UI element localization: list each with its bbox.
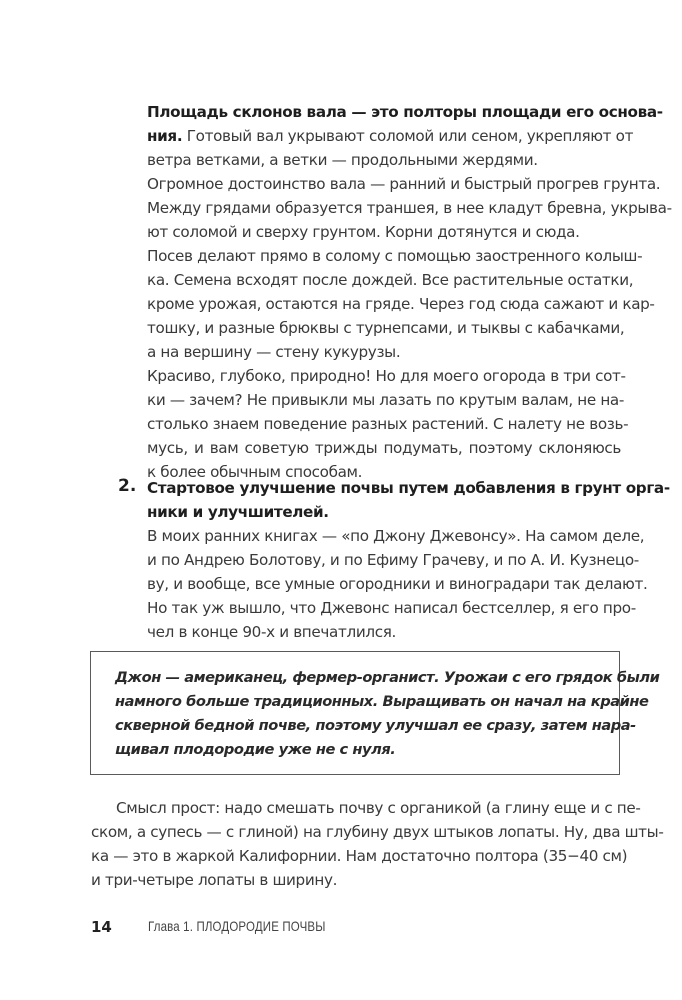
paragraph-line: мусь, и вам советую трижды подумать, поэтому склоняюсь xyxy=(147,439,621,457)
paragraph-line: Красиво, глубоко, природно! Но для моего огорода в три сот- xyxy=(147,367,626,385)
paragraph-line: чел в конце 90-х и впечатлился. xyxy=(147,623,396,641)
paragraph-line: Огромное достоинство вала — ранний и быстрый прогрев грунта. xyxy=(147,175,661,193)
paragraph-line: Смысл прост: надо смешать почву с органикой (а глину еще и с пе- xyxy=(116,799,641,817)
paragraph-line: тошку, и разные брюквы с турнепсами, и тыквы с кабачками, xyxy=(147,319,625,337)
list-heading-line: ники и улучшителей. xyxy=(147,503,329,521)
paragraph-line: ском, а супесь — с глиной) на глубину двух штыков лопаты. Ну, два шты- xyxy=(91,823,664,841)
paragraph-line: ка. Семена всходят после дождей. Все растительные остатки, xyxy=(147,271,634,289)
paragraph-line: и по Андрею Болотову, и по Ефиму Грачеву, и по А. И. Кузнецо- xyxy=(147,551,639,569)
callout-line: скверной бедной почве, поэтому улучшал ее сразу, затем нара- xyxy=(115,717,636,734)
paragraph-line: В моих ранних книгах — «по Джону Джевонсу». На самом деле, xyxy=(147,527,645,545)
callout-line: щивал плодородие уже не с нуля. xyxy=(115,741,396,758)
text-run: Готовый вал укрывают соломой или сеном, укрепляют от xyxy=(182,127,634,145)
paragraph-line: столько знаем поведение разных растений. С налету не возь- xyxy=(147,415,629,433)
paragraph-line: ки — зачем? Не привыкли мы лазать по крутым валам, не на- xyxy=(147,391,625,409)
paragraph-line: к более обычным способам. xyxy=(147,463,363,481)
paragraph-line: и три-четыре лопаты в ширину. xyxy=(91,871,338,889)
paragraph-line: Но так уж вышло, что Джевонс написал бестселлер, я его про- xyxy=(147,599,636,617)
paragraph-line: Посев делают прямо в солому с помощью заостренного колыш- xyxy=(147,247,643,265)
callout-line: намного больше традиционных. Выращивать он начал на крайне xyxy=(115,693,649,710)
paragraph-line: ка — это в жаркой Калифорнии. Нам достаточно полтора (35−40 см) xyxy=(91,847,628,865)
list-heading-line: Стартовое улучшение почвы путем добавления в грунт орга- xyxy=(147,479,670,497)
bold-lead-line: Площадь склонов вала — это полторы площади его основа- xyxy=(147,103,663,121)
page-number: 14 xyxy=(91,918,112,936)
paragraph-line: ву, и вообще, все умные огородники и виноградари так делают. xyxy=(147,575,648,593)
callout-box xyxy=(90,651,660,775)
paragraph-line: а на вершину — стену кукурузы. xyxy=(147,343,401,361)
callout-line: Джон — американец, фермер-органист. Урожаи с его грядок были xyxy=(115,669,660,686)
paragraph-line xyxy=(147,124,634,148)
paragraph-line: кроме урожая, остаются на гряде. Через год сюда сажают и кар- xyxy=(147,295,655,313)
bold-lead-end: ния. xyxy=(147,127,183,145)
paragraph-line: ветра ветками, а ветки — продольными жердями. xyxy=(147,151,538,169)
paragraph-line: Между грядами образуется траншея, в нее кладут бревна, укрыва- xyxy=(147,199,672,217)
running-title: Глава 1. ПЛОДОРОДИЕ ПОЧВЫ xyxy=(148,918,326,934)
list-number: 2. xyxy=(118,476,137,496)
paragraph-line: ют соломой и сверху грунтом. Корни дотянутся и сюда. xyxy=(147,223,580,241)
